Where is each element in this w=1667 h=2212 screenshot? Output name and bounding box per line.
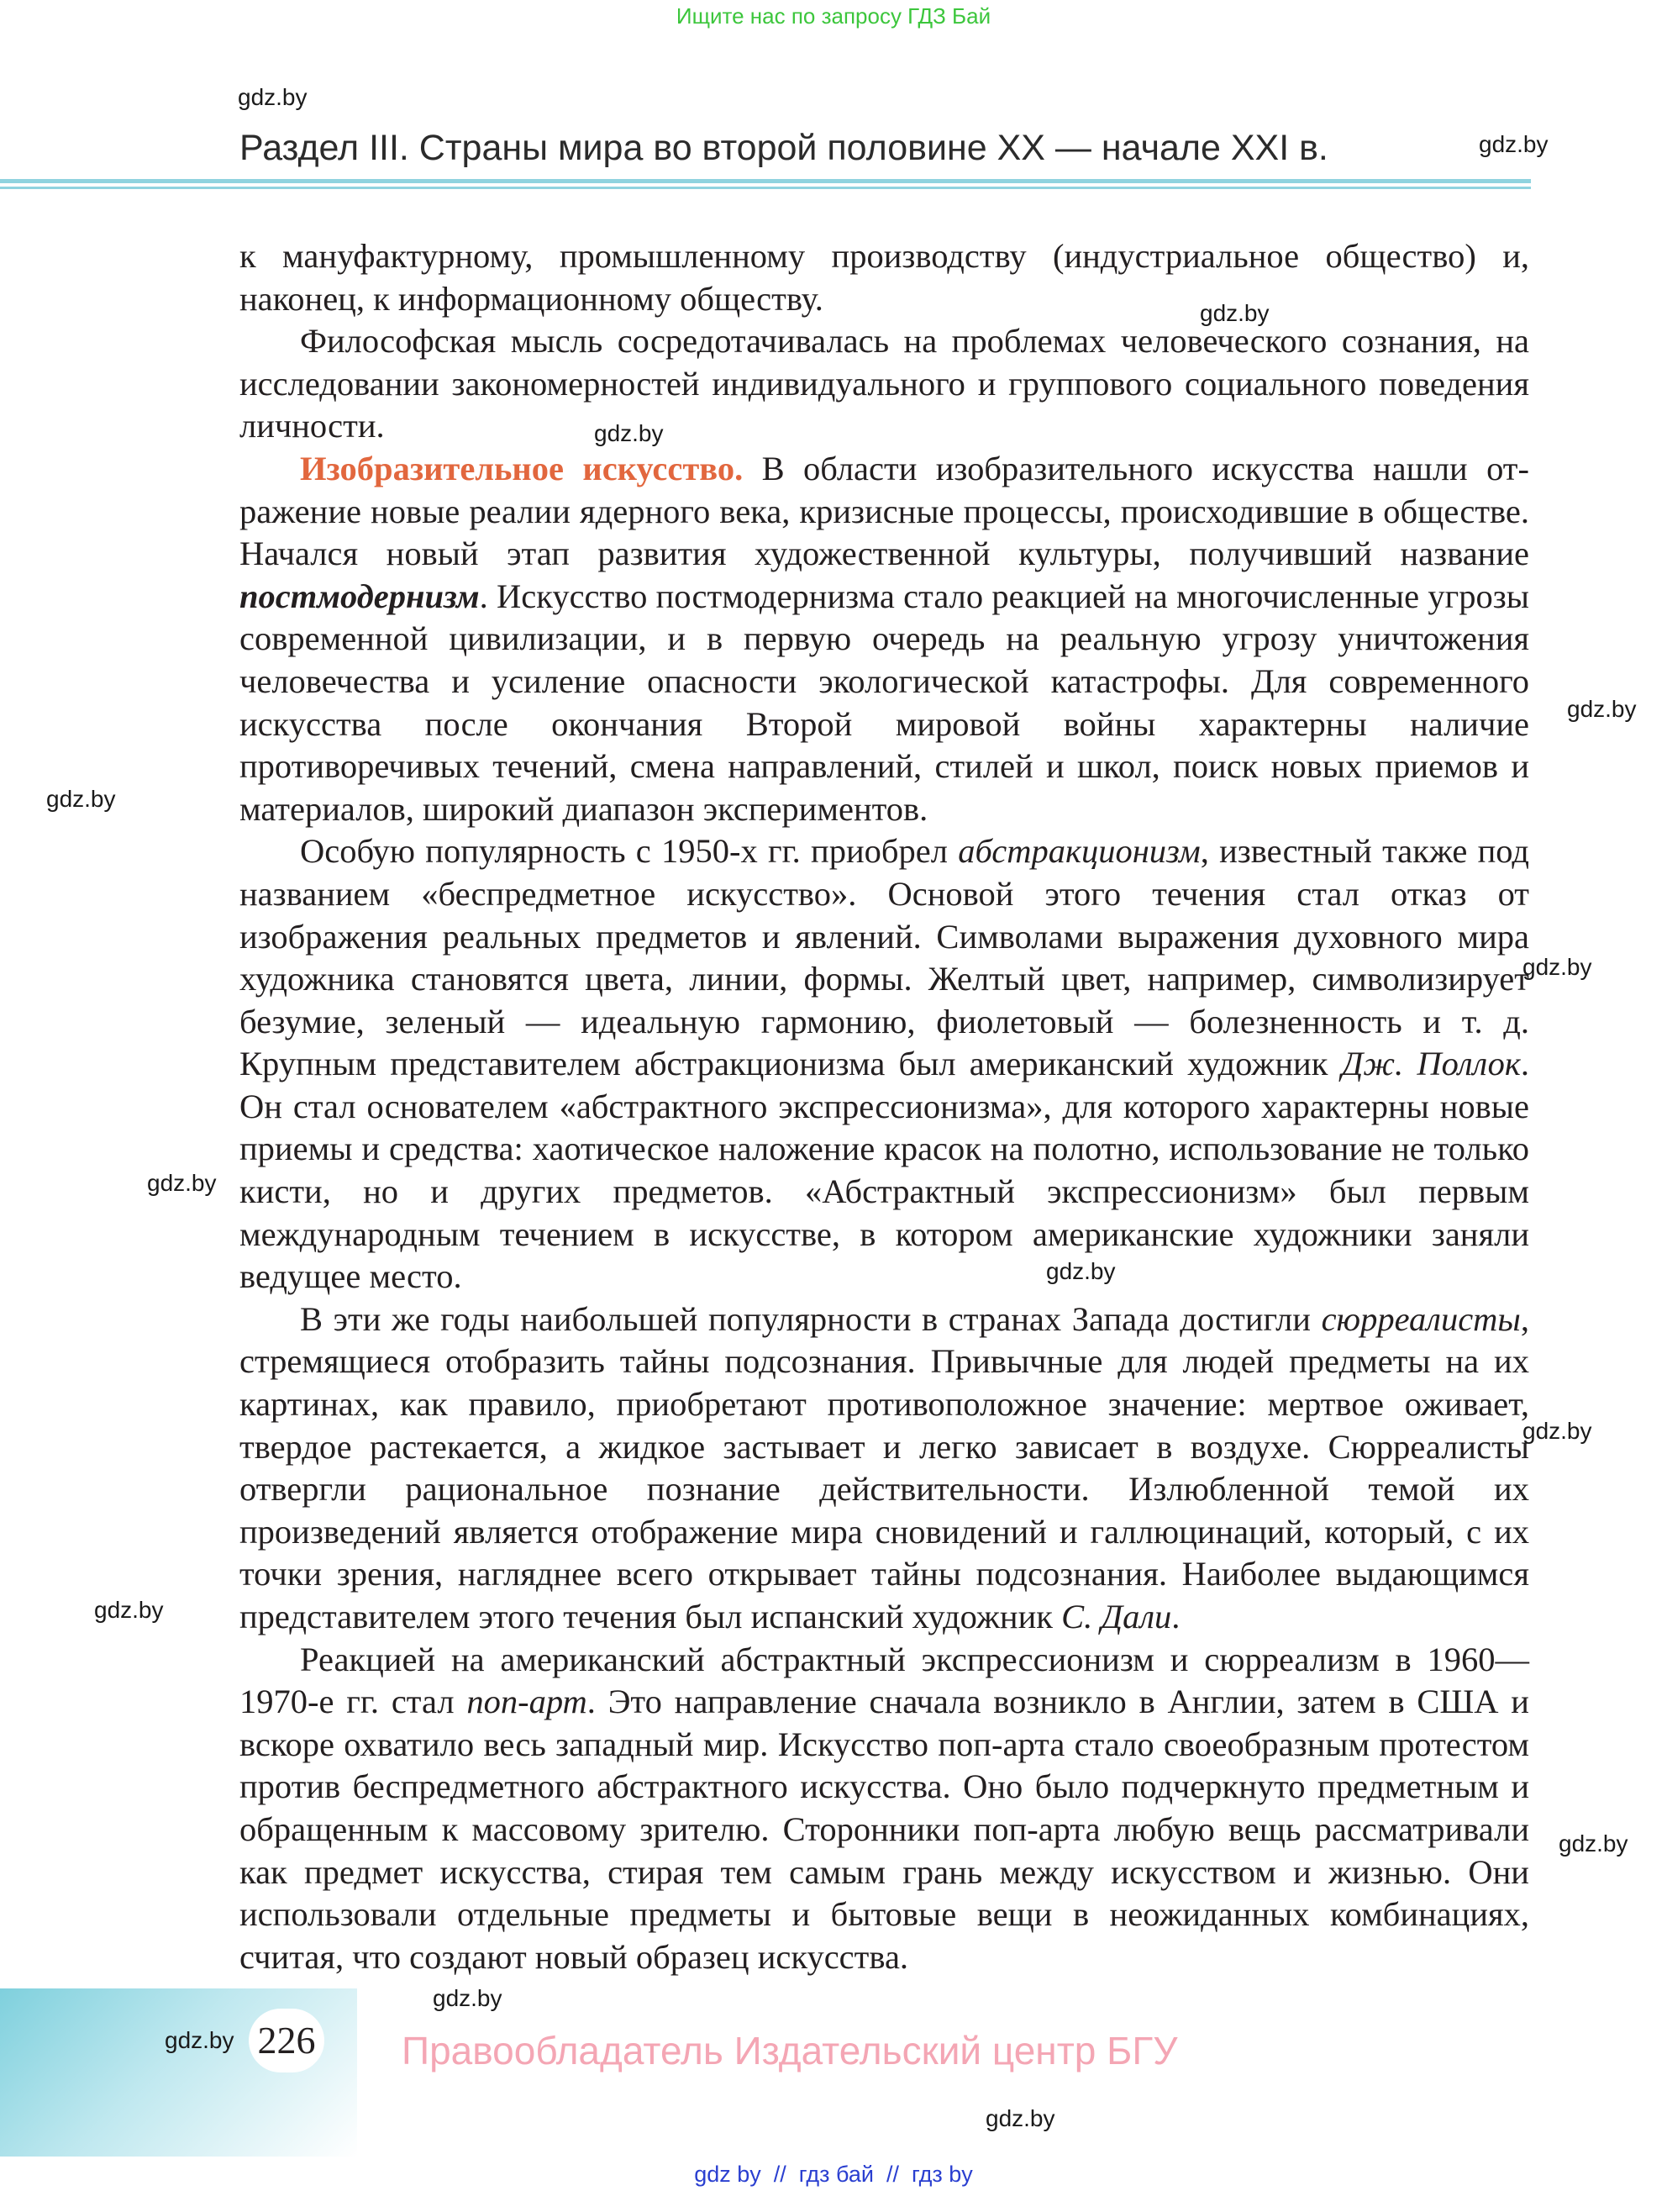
- watermark: gdz.by: [94, 1597, 164, 1623]
- watermark: gdz.by: [986, 2105, 1055, 2131]
- text: Особую популярность с 1950-х гг. приобрел: [300, 832, 959, 871]
- paragraph: [239, 448, 1529, 830]
- text: , известный также под названием «беспредметное искусство». Основой этого течения стал отказ от изображения реальных предметов и явлений. Символами выражения духовного мира художника становятся цвета, линии, формы. Желтый цвет, например, символизирует безумие, зеленый — идеальную гармонию, фиолетовый — болезненность и т. д. Крупным представителем абстракционизма был американский художник: [239, 832, 1529, 1083]
- watermark: gdz.by: [1567, 696, 1637, 722]
- person-name: Дж. Поллок: [1341, 1045, 1521, 1083]
- text: , стремящиеся отобразить тайны подсознания. Привычные для людей предметы на их картинах, как правило, приобретают противоположное значение: мертвое оживает, твердое растекается, а жидкое застывает и легко зависает в воздухе. Сюрреалисты отвергли рациональное познание действительности. Излюбленной темой их произведений является отображение мира сновидений и галлюцинаций, который, с их точки зрения, нагляднее всего открывает тайны подсознания. Наиболее выдающимся представителем этого течения был испанский художник: [239, 1299, 1529, 1635]
- paragraph: к мануфактурному, промышленному производству (индустриальное общество) и, наконец, к информационному обществу.: [239, 237, 1529, 318]
- page-number: 226: [249, 2009, 324, 2072]
- text: В области изобразительного искусства нашли отражение новые реалии ядерного века, кризисные процессы, происходившие в обществе. Начался новый этап развития художественной культуры, получивший название: [239, 449, 1529, 573]
- header-rule: [0, 187, 1531, 189]
- paragraph: [239, 1298, 1529, 1639]
- watermark: gdz.by: [147, 1170, 217, 1196]
- copyright-notice: Правообладатель Издательский центр БГУ: [402, 2029, 1178, 2072]
- paragraph: [239, 830, 1529, 1298]
- watermark: gdz.by: [1522, 1418, 1592, 1444]
- paragraph: [239, 1639, 1529, 1979]
- term: сюрреалисты: [1321, 1299, 1521, 1338]
- text: .: [1171, 1598, 1181, 1635]
- watermark: gdz.by: [1046, 1258, 1116, 1284]
- person-name: С. Дали: [1061, 1598, 1172, 1635]
- term: поп-арт: [466, 1683, 587, 1721]
- watermark: gdz.by: [1559, 1830, 1628, 1856]
- watermark: gdz.by: [165, 2027, 234, 2053]
- text: . Он стал основателем «абстрактного экспрессионизма», для которого характерны новые приемы и средства: хаотическое наложение красок на полотно, использование не только кисти, но и других предметов. «Абстрактный экспрессионизм» был первым международным течением в искусстве, в котором американские художники заняли ведущее место.: [239, 1045, 1529, 1296]
- text: Реакцией на американский абстрактный экспрессионизм и сюрреализм в 1960—1970-е гг. стал: [239, 1640, 1529, 1721]
- bottom-links[interactable]: gdz by // гдз бай // гдз by: [694, 2162, 973, 2187]
- watermark: gdz.by: [238, 84, 308, 110]
- watermark: gdz.by: [46, 786, 116, 812]
- section-heading: Изобразительное искусство.: [300, 449, 744, 487]
- section-title: Раздел III. Страны мира во второй половине XX — начале XXI в.: [239, 128, 1328, 168]
- paragraph: Философская мысль сосредотачивалась на проблемах человеческого сознания, на исследовании закономерностей индивидуального и группового социального поведения личности.: [239, 322, 1529, 445]
- watermark: gdz.by: [1200, 300, 1270, 326]
- text: В эти же годы наибольшей популярности в странах Запада достигли: [300, 1299, 1322, 1338]
- watermark: gdz.by: [1479, 131, 1549, 157]
- term: постмодернизм: [239, 577, 480, 615]
- top-banner: Ищите нас по запросу ГДЗ Бай: [676, 3, 991, 29]
- body-text: [239, 235, 1529, 1978]
- text: . Это направление сначала возникло в Англии, затем в США и вскоре охватило весь западный мир. Искусство поп-арта стало своеобразным протестом против беспредметного абстрактного искусства. Оно было подчеркнуто предметным и обращенным к массовому зрителю. Сторонники поп-арта любую вещь рассматривали как предмет искусства, стирая тем самым грань между искусством и жизнью. Они использовали отдельные предметы и бытовые вещи в неожиданных комбинациях, считая, что создают новый образец искусства.: [239, 1683, 1529, 1976]
- watermark: gdz.by: [1522, 954, 1592, 980]
- header-rule: [0, 179, 1531, 183]
- text: . Искусство постмодернизма стало реакцией на многочисленные угрозы современной цивилизации, и в первую очередь на реальную угрозу уничтожения человечества и усиление опасности экологической катастрофы. Для современного искусства после окончания Второй мировой войны характерны наличие противоречивых течений, смена направлений, стилей и школ, поиск новых приемов и материалов, широкий диапазон экспериментов.: [239, 577, 1529, 828]
- watermark: gdz.by: [594, 420, 664, 446]
- term: абстракционизм: [958, 832, 1201, 871]
- watermark: gdz.by: [433, 1985, 502, 2011]
